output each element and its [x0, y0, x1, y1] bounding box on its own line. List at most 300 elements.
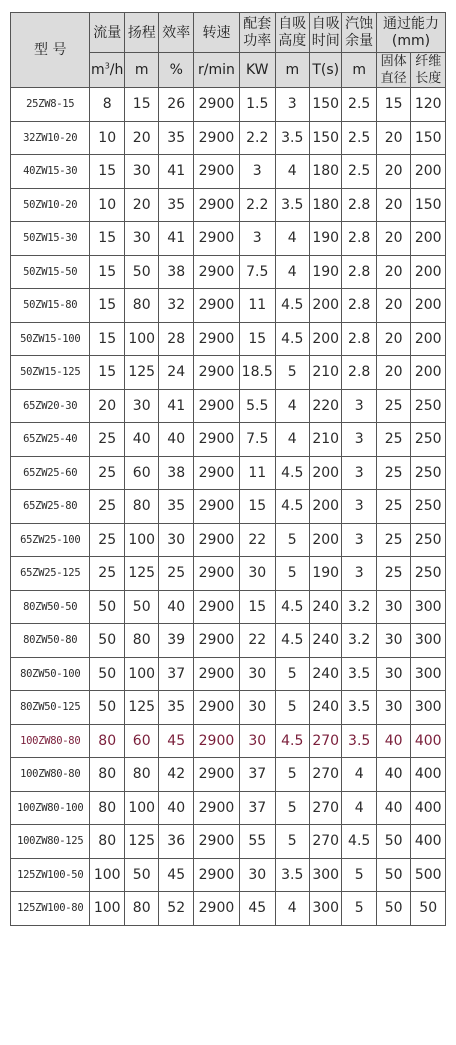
cell-model: 50ZW15-125: [11, 356, 90, 390]
cell-suction-time: 240: [310, 657, 342, 691]
table-row: [11, 858, 446, 892]
cell-speed: 2900: [193, 490, 239, 524]
table-row: [11, 356, 446, 390]
cell-suction-height: 3.5: [275, 121, 310, 155]
cell-speed: 2900: [193, 188, 239, 222]
cell-model: 50ZW15-30: [11, 222, 90, 256]
cell-suction-time: 270: [310, 758, 342, 792]
unit-time: T(s): [310, 53, 342, 88]
col-time-header: [310, 13, 342, 53]
cell-solid-diameter: 20: [376, 255, 411, 289]
cell-efficiency: 52: [159, 892, 194, 926]
cell-suction-time: 150: [310, 88, 342, 122]
cell-fiber-length: 400: [411, 758, 446, 792]
cell-power: 7.5: [239, 255, 275, 289]
cell-efficiency: 26: [159, 88, 194, 122]
table-row: [11, 791, 446, 825]
col-speed-header: 转速: [193, 13, 239, 53]
cell-efficiency: 45: [159, 724, 194, 758]
cell-suction-time: 210: [310, 356, 342, 390]
cell-suction-time: 240: [310, 590, 342, 624]
cell-suction-time: 150: [310, 121, 342, 155]
header-row-1: [11, 13, 446, 53]
cell-suction-time: 270: [310, 791, 342, 825]
cell-solid-diameter: 20: [376, 356, 411, 390]
cell-power: 30: [239, 691, 275, 725]
unit-flow-sup: 3: [104, 61, 110, 71]
cell-power: 37: [239, 791, 275, 825]
cell-suction-time: 210: [310, 423, 342, 457]
cell-suction-time: 200: [310, 289, 342, 323]
cell-fiber-length: 200: [411, 222, 446, 256]
cell-suction-time: 200: [310, 490, 342, 524]
cell-efficiency: 41: [159, 222, 194, 256]
cell-model: 65ZW25-100: [11, 523, 90, 557]
cell-solid-diameter: 20: [376, 121, 411, 155]
cell-flow: 8: [90, 88, 125, 122]
table-row: [11, 825, 446, 859]
cell-fiber-length: 250: [411, 557, 446, 591]
cell-fiber-length: 400: [411, 791, 446, 825]
cell-model: 65ZW25-80: [11, 490, 90, 524]
cell-model: 80ZW50-80: [11, 624, 90, 658]
cell-speed: 2900: [193, 289, 239, 323]
cell-npsh: 5: [342, 858, 377, 892]
cell-npsh: 3.5: [342, 724, 377, 758]
cell-suction-time: 300: [310, 858, 342, 892]
cell-solid-diameter: 25: [376, 423, 411, 457]
cell-power: 18.5: [239, 356, 275, 390]
table-row: [11, 322, 446, 356]
col-flow-header: 流量: [90, 13, 125, 53]
col-fiber-header: [411, 53, 446, 88]
cell-head: 125: [124, 557, 159, 591]
cell-fiber-length: 120: [411, 88, 446, 122]
cell-fiber-length: 500: [411, 858, 446, 892]
table-body: [11, 88, 446, 926]
cell-speed: 2900: [193, 423, 239, 457]
cell-efficiency: 35: [159, 121, 194, 155]
cell-suction-time: 190: [310, 222, 342, 256]
cell-model: 50ZW15-50: [11, 255, 90, 289]
cell-suction-time: 220: [310, 389, 342, 423]
cell-suction-height: 4.5: [275, 590, 310, 624]
table-row: [11, 289, 446, 323]
table-row: [11, 155, 446, 189]
cell-head: 125: [124, 356, 159, 390]
cell-flow: 100: [90, 892, 125, 926]
cell-model: 50ZW15-80: [11, 289, 90, 323]
cell-suction-height: 4: [275, 389, 310, 423]
cell-solid-diameter: 30: [376, 624, 411, 658]
cell-power: 3: [239, 222, 275, 256]
cell-fiber-length: 400: [411, 724, 446, 758]
cell-npsh: 3: [342, 389, 377, 423]
cell-flow: 10: [90, 121, 125, 155]
cell-suction-height: 5: [275, 557, 310, 591]
cell-fiber-length: 250: [411, 456, 446, 490]
cell-suction-time: 180: [310, 188, 342, 222]
cell-power: 45: [239, 892, 275, 926]
cell-efficiency: 41: [159, 389, 194, 423]
cell-head: 60: [124, 724, 159, 758]
cell-flow: 25: [90, 523, 125, 557]
cell-suction-height: 5: [275, 657, 310, 691]
cell-power: 11: [239, 456, 275, 490]
cell-model: 125ZW100-50: [11, 858, 90, 892]
table-row: [11, 624, 446, 658]
table-row: [11, 523, 446, 557]
cell-speed: 2900: [193, 858, 239, 892]
cell-suction-height: 5: [275, 791, 310, 825]
cell-power: 7.5: [239, 423, 275, 457]
cell-suction-height: 4: [275, 255, 310, 289]
cell-flow: 50: [90, 657, 125, 691]
cell-power: 3: [239, 155, 275, 189]
cell-head: 50: [124, 858, 159, 892]
cell-npsh: 3.5: [342, 691, 377, 725]
cell-head: 20: [124, 188, 159, 222]
cell-suction-height: 3.5: [275, 188, 310, 222]
unit-speed: r/min: [193, 53, 239, 88]
cell-head: 30: [124, 222, 159, 256]
cell-npsh: 3.2: [342, 624, 377, 658]
cell-flow: 15: [90, 322, 125, 356]
cell-npsh: 2.8: [342, 255, 377, 289]
time-header-line1: 自吸: [311, 15, 340, 32]
cell-solid-diameter: 20: [376, 188, 411, 222]
npsh-header-line1: 汽蚀: [345, 15, 374, 32]
cell-solid-diameter: 40: [376, 724, 411, 758]
cell-suction-height: 5: [275, 523, 310, 557]
cell-fiber-length: 300: [411, 590, 446, 624]
table-row: [11, 691, 446, 725]
cell-flow: 50: [90, 624, 125, 658]
cell-suction-height: 4.5: [275, 289, 310, 323]
cell-flow: 80: [90, 825, 125, 859]
cell-flow: 80: [90, 758, 125, 792]
table-row: [11, 724, 446, 758]
cell-model: 100ZW80-80: [11, 758, 90, 792]
cell-head: 100: [124, 322, 159, 356]
col-power-header: [239, 13, 275, 53]
cell-fiber-length: 300: [411, 691, 446, 725]
cell-head: 100: [124, 523, 159, 557]
table-row: [11, 389, 446, 423]
cell-power: 5.5: [239, 389, 275, 423]
cell-flow: 25: [90, 423, 125, 457]
cell-suction-time: 200: [310, 456, 342, 490]
cell-speed: 2900: [193, 557, 239, 591]
cell-head: 30: [124, 155, 159, 189]
cell-head: 80: [124, 490, 159, 524]
table-row: [11, 121, 446, 155]
cell-solid-diameter: 20: [376, 289, 411, 323]
cell-head: 125: [124, 691, 159, 725]
cell-flow: 25: [90, 456, 125, 490]
pump-spec-table: [10, 12, 446, 926]
cell-power: 11: [239, 289, 275, 323]
col-model-header: 型 号: [11, 13, 90, 88]
cell-efficiency: 35: [159, 490, 194, 524]
cell-flow: 15: [90, 155, 125, 189]
cell-suction-time: 190: [310, 557, 342, 591]
cell-efficiency: 39: [159, 624, 194, 658]
cell-fiber-length: 150: [411, 121, 446, 155]
col-npsh-header: [342, 13, 377, 53]
cell-npsh: 3.2: [342, 590, 377, 624]
cell-npsh: 3: [342, 423, 377, 457]
cell-model: 50ZW15-100: [11, 322, 90, 356]
cell-flow: 80: [90, 791, 125, 825]
cell-suction-time: 190: [310, 255, 342, 289]
cell-npsh: 2.8: [342, 188, 377, 222]
cell-solid-diameter: 25: [376, 557, 411, 591]
cell-flow: 10: [90, 188, 125, 222]
unit-flow: $m^3/h$: [90, 53, 125, 88]
cell-head: 60: [124, 456, 159, 490]
cell-npsh: 3.5: [342, 657, 377, 691]
cell-speed: 2900: [193, 624, 239, 658]
cell-flow: 15: [90, 356, 125, 390]
cell-solid-diameter: 30: [376, 691, 411, 725]
cell-head: 100: [124, 791, 159, 825]
cell-power: 15: [239, 322, 275, 356]
cell-fiber-length: 150: [411, 188, 446, 222]
cell-fiber-length: 250: [411, 389, 446, 423]
cell-solid-diameter: 50: [376, 892, 411, 926]
cell-npsh: 2.8: [342, 289, 377, 323]
cell-solid-diameter: 40: [376, 758, 411, 792]
cell-speed: 2900: [193, 456, 239, 490]
table-row: [11, 255, 446, 289]
cell-efficiency: 40: [159, 590, 194, 624]
cell-efficiency: 41: [159, 155, 194, 189]
fiber-header-line2: 长度: [415, 71, 442, 86]
cell-flow: 50: [90, 691, 125, 725]
cell-solid-diameter: 50: [376, 825, 411, 859]
cell-suction-height: 5: [275, 758, 310, 792]
cell-flow: 15: [90, 289, 125, 323]
col-suction-header: [275, 13, 310, 53]
cell-efficiency: 37: [159, 657, 194, 691]
cell-power: 30: [239, 724, 275, 758]
cell-solid-diameter: 20: [376, 222, 411, 256]
cell-solid-diameter: 30: [376, 590, 411, 624]
cell-suction-height: 5: [275, 691, 310, 725]
col-efficiency-header: 效率: [159, 13, 194, 53]
cell-flow: 20: [90, 389, 125, 423]
cell-fiber-length: 250: [411, 490, 446, 524]
cell-suction-height: 5: [275, 825, 310, 859]
cell-efficiency: 38: [159, 255, 194, 289]
cell-solid-diameter: 40: [376, 791, 411, 825]
cell-power: 22: [239, 523, 275, 557]
suction-header-line2: 高度: [278, 32, 307, 49]
cell-speed: 2900: [193, 657, 239, 691]
cell-suction-height: 3.5: [275, 858, 310, 892]
cell-fiber-length: 200: [411, 155, 446, 189]
cell-efficiency: 28: [159, 322, 194, 356]
cell-model: 50ZW10-20: [11, 188, 90, 222]
cell-model: 80ZW50-50: [11, 590, 90, 624]
cell-fiber-length: 250: [411, 423, 446, 457]
cell-suction-height: 4: [275, 423, 310, 457]
suction-header-line1: 自吸: [278, 15, 307, 32]
cell-suction-height: 4: [275, 155, 310, 189]
cell-model: 65ZW25-125: [11, 557, 90, 591]
cell-efficiency: 42: [159, 758, 194, 792]
cell-speed: 2900: [193, 691, 239, 725]
cell-speed: 2900: [193, 88, 239, 122]
cell-npsh: 3: [342, 557, 377, 591]
cell-power: 22: [239, 624, 275, 658]
cell-suction-time: 180: [310, 155, 342, 189]
cell-suction-time: 270: [310, 724, 342, 758]
cell-npsh: 2.8: [342, 356, 377, 390]
cell-head: 80: [124, 758, 159, 792]
cell-fiber-length: 300: [411, 657, 446, 691]
cell-speed: 2900: [193, 892, 239, 926]
solid-header-line2: 直径: [380, 71, 407, 86]
cell-speed: 2900: [193, 222, 239, 256]
cell-speed: 2900: [193, 825, 239, 859]
cell-npsh: 2.5: [342, 121, 377, 155]
cell-efficiency: 40: [159, 791, 194, 825]
cell-fiber-length: 200: [411, 255, 446, 289]
col-solid-header: [376, 53, 411, 88]
cell-npsh: 4: [342, 791, 377, 825]
cell-solid-diameter: 15: [376, 88, 411, 122]
cell-fiber-length: 400: [411, 825, 446, 859]
table-row: [11, 423, 446, 457]
cell-power: 2.2: [239, 188, 275, 222]
cell-model: 125ZW100-80: [11, 892, 90, 926]
cell-power: 55: [239, 825, 275, 859]
cell-efficiency: 32: [159, 289, 194, 323]
col-passing-header: [376, 13, 445, 53]
cell-head: 40: [124, 423, 159, 457]
cell-speed: 2900: [193, 590, 239, 624]
cell-suction-time: 300: [310, 892, 342, 926]
cell-flow: 15: [90, 255, 125, 289]
cell-flow: 50: [90, 590, 125, 624]
cell-efficiency: 38: [159, 456, 194, 490]
cell-efficiency: 24: [159, 356, 194, 390]
cell-speed: 2900: [193, 121, 239, 155]
cell-solid-diameter: 25: [376, 523, 411, 557]
cell-flow: 25: [90, 490, 125, 524]
cell-speed: 2900: [193, 724, 239, 758]
power-header-line2: 功率: [243, 32, 272, 49]
cell-solid-diameter: 20: [376, 155, 411, 189]
cell-model: 65ZW20-30: [11, 389, 90, 423]
unit-power: KW: [239, 53, 275, 88]
cell-suction-height: 4: [275, 222, 310, 256]
cell-power: 30: [239, 557, 275, 591]
passing-header-unit: (mm): [391, 32, 431, 49]
cell-suction-time: 200: [310, 523, 342, 557]
cell-speed: 2900: [193, 155, 239, 189]
unit-efficiency: %: [159, 53, 194, 88]
cell-head: 15: [124, 88, 159, 122]
cell-flow: 80: [90, 724, 125, 758]
table-row: [11, 456, 446, 490]
cell-efficiency: 45: [159, 858, 194, 892]
cell-fiber-length: 200: [411, 322, 446, 356]
unit-npsh: m: [342, 53, 377, 88]
table-row: [11, 758, 446, 792]
unit-head: m: [124, 53, 159, 88]
table-row: [11, 88, 446, 122]
cell-power: 15: [239, 490, 275, 524]
npsh-header-line2: 余量: [345, 32, 374, 49]
cell-head: 30: [124, 389, 159, 423]
cell-model: 100ZW80-125: [11, 825, 90, 859]
power-header-line1: 配套: [243, 15, 272, 32]
cell-model: 100ZW80-80: [11, 724, 90, 758]
cell-npsh: 5: [342, 892, 377, 926]
table-row: [11, 222, 446, 256]
cell-model: 25ZW8-15: [11, 88, 90, 122]
cell-model: 80ZW50-100: [11, 657, 90, 691]
cell-power: 30: [239, 657, 275, 691]
cell-suction-height: 4.5: [275, 322, 310, 356]
cell-npsh: 2.5: [342, 155, 377, 189]
cell-head: 100: [124, 657, 159, 691]
cell-solid-diameter: 50: [376, 858, 411, 892]
cell-solid-diameter: 25: [376, 389, 411, 423]
cell-power: 37: [239, 758, 275, 792]
cell-speed: 2900: [193, 758, 239, 792]
cell-speed: 2900: [193, 356, 239, 390]
cell-suction-height: 4.5: [275, 624, 310, 658]
cell-suction-time: 270: [310, 825, 342, 859]
cell-efficiency: 36: [159, 825, 194, 859]
cell-head: 80: [124, 289, 159, 323]
cell-flow: 15: [90, 222, 125, 256]
cell-npsh: 2.5: [342, 88, 377, 122]
table-row: [11, 590, 446, 624]
cell-npsh: 4.5: [342, 825, 377, 859]
table-header: [11, 13, 446, 88]
cell-efficiency: 40: [159, 423, 194, 457]
cell-speed: 2900: [193, 389, 239, 423]
fiber-header-line1: 纤维: [415, 54, 442, 69]
cell-suction-height: 3: [275, 88, 310, 122]
col-head-header: 扬程: [124, 13, 159, 53]
cell-solid-diameter: 25: [376, 456, 411, 490]
cell-head: 50: [124, 590, 159, 624]
cell-power: 30: [239, 858, 275, 892]
cell-head: 20: [124, 121, 159, 155]
cell-suction-height: 4.5: [275, 456, 310, 490]
cell-npsh: 2.8: [342, 322, 377, 356]
cell-fiber-length: 200: [411, 289, 446, 323]
cell-speed: 2900: [193, 322, 239, 356]
cell-npsh: 3: [342, 523, 377, 557]
cell-suction-time: 200: [310, 322, 342, 356]
cell-efficiency: 35: [159, 691, 194, 725]
table-row: [11, 657, 446, 691]
cell-fiber-length: 50: [411, 892, 446, 926]
table-row: [11, 557, 446, 591]
cell-suction-height: 4.5: [275, 490, 310, 524]
cell-model: 65ZW25-60: [11, 456, 90, 490]
cell-model: 65ZW25-40: [11, 423, 90, 457]
cell-efficiency: 30: [159, 523, 194, 557]
cell-model: 32ZW10-20: [11, 121, 90, 155]
